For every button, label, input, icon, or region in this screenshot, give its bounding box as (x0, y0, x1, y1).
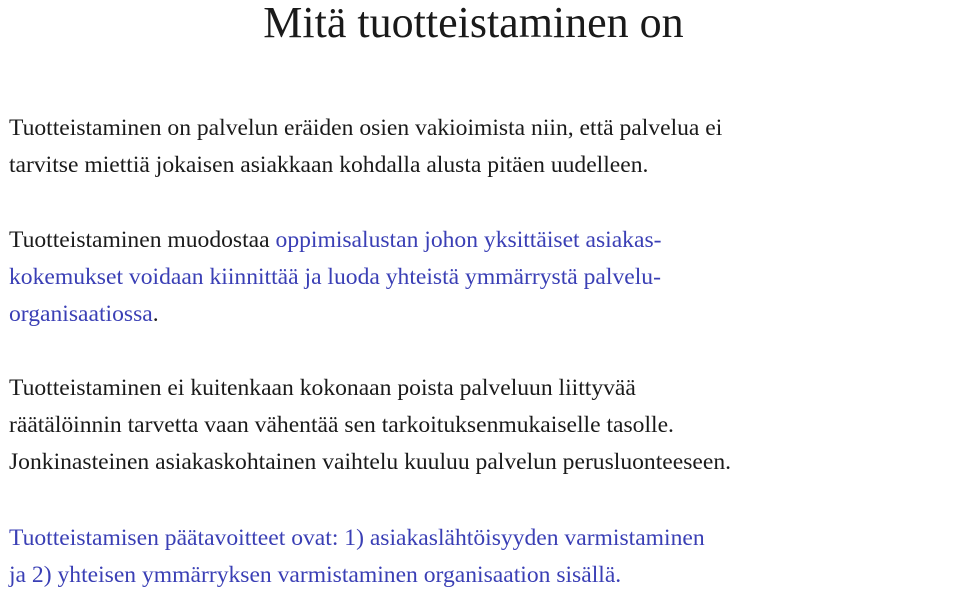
text-line (9, 296, 954, 333)
highlighted-text: organisaatiossa (9, 301, 153, 327)
paragraph-customization (9, 370, 954, 481)
text-line (9, 222, 954, 259)
paragraph-learning-platform (9, 222, 954, 333)
text-line: räätälöinnin tarvetta vaan vähentää sen tarkoituksenmukaiselle tasolle. (9, 412, 674, 438)
highlighted-text: oppimisalustan johon yksittäiset asiakas- (275, 227, 662, 253)
paragraph-main-goals (9, 520, 954, 594)
text-line: Tuotteistaminen ei kuitenkaan kokonaan poista palveluun liittyvää (9, 375, 636, 401)
highlighted-text: Tuotteistamisen päätavoitteet ovat: 1) asiakaslähtöisyyden varmistaminen (9, 525, 705, 551)
text-segment: . (152, 301, 159, 327)
text-line: Tuotteistaminen on palvelun eräiden osien vakioimista niin, että palvelua ei (9, 115, 723, 141)
highlighted-text: ja 2) yhteisen ymmärryksen varmistaminen organisaation sisällä. (9, 562, 622, 588)
text-line: Jonkinasteinen asiakaskohtainen vaihtelu kuuluu palvelun perusluonteeseen. (9, 449, 732, 475)
text-line: tarvitse miettiä jokaisen asiakkaan kohdalla alusta pitäen uudelleen. (9, 152, 649, 178)
text-segment: Tuotteistaminen muodostaa (9, 227, 276, 253)
highlighted-text: kokemukset voidaan kiinnittää ja luoda yhteistä ymmärrystä palvelu- (9, 264, 661, 290)
paragraph-definition (9, 110, 954, 184)
page-title: Mitä tuotteistaminen on (263, 0, 684, 47)
